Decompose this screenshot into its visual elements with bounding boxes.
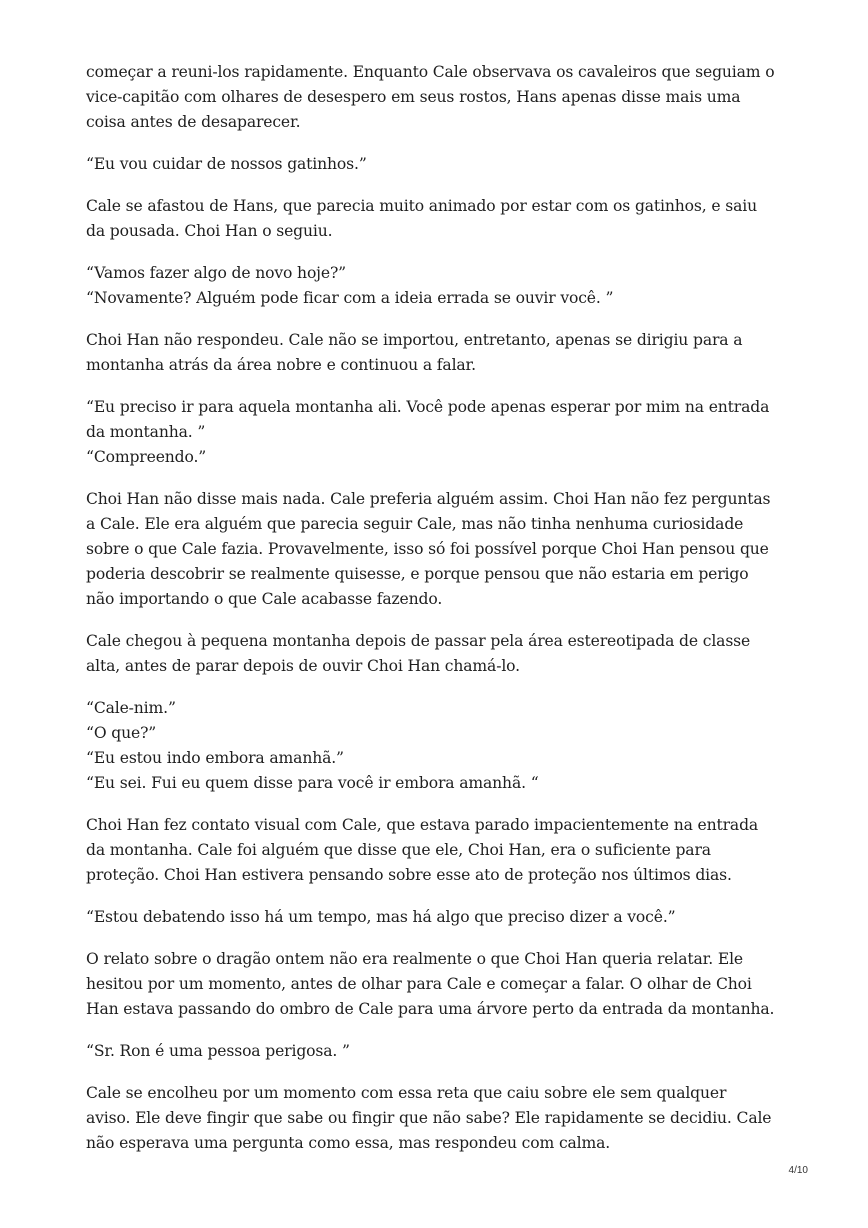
text-line: Cale chegou à pequena montanha depois de passar pela área estereotipada de classe [86, 632, 751, 650]
text-line: proteção. Choi Han estivera pensando sobre esse ato de proteção nos últimos dias. [86, 866, 732, 884]
paragraph [86, 629, 786, 679]
text-line: “Novamente? Alguém pode ficar com a ideia errada se ouvir você. ” [86, 289, 614, 307]
text-line: “Sr. Ron é uma pessoa perigosa. ” [86, 1042, 350, 1060]
paragraph [86, 487, 786, 612]
paragraph [86, 328, 786, 378]
paragraph [86, 395, 786, 470]
paragraph [86, 261, 786, 311]
text-line: aviso. Ele deve fingir que sabe ou fingir que não sabe? Ele rapidamente se decidiu. Cale [86, 1109, 772, 1127]
text-line: “Eu vou cuidar de nossos gatinhos.” [86, 155, 367, 173]
paragraph [86, 905, 786, 930]
text-line: da pousada. Choi Han o seguiu. [86, 222, 333, 240]
text-line: “Eu preciso ir para aquela montanha ali. Você pode apenas esperar por mim na entrada [86, 398, 770, 416]
text-line: “Eu sei. Fui eu quem disse para você ir embora amanhã. “ [86, 774, 539, 792]
paragraph [86, 1039, 786, 1064]
text-line: começar a reuni-los rapidamente. Enquanto Cale observava os cavaleiros que seguiam o [86, 63, 775, 81]
text-line: “O que?” [86, 724, 157, 742]
text-line: sobre o que Cale fazia. Provavelmente, isso só foi possível porque Choi Han pensou que [86, 540, 769, 558]
text-line: vice-capitão com olhares de desespero em seus rostos, Hans apenas disse mais uma [86, 88, 741, 106]
text-line: Choi Han não respondeu. Cale não se importou, entretanto, apenas se dirigiu para a [86, 331, 743, 349]
text-line: “Cale-nim.” [86, 699, 176, 717]
paragraph [86, 60, 786, 135]
text-line: “Compreendo.” [86, 448, 207, 466]
text-line: não esperava uma pergunta como essa, mas respondeu com calma. [86, 1134, 611, 1152]
paragraph [86, 194, 786, 244]
text-line: Han estava passando do ombro de Cale para uma árvore perto da entrada da montanha. [86, 1000, 775, 1018]
paragraph [86, 696, 786, 796]
text-line: alta, antes de parar depois de ouvir Choi Han chamá-lo. [86, 657, 520, 675]
text-line: “Estou debatendo isso há um tempo, mas há algo que preciso dizer a você.” [86, 908, 676, 926]
text-line: Choi Han não disse mais nada. Cale preferia alguém assim. Choi Han não fez perguntas [86, 490, 771, 508]
text-line: “Eu estou indo embora amanhã.” [86, 749, 344, 767]
text-line: coisa antes de desaparecer. [86, 113, 301, 131]
text-line: Cale se encolheu por um momento com essa reta que caiu sobre ele sem qualquer [86, 1084, 727, 1102]
text-line: poderia descobrir se realmente quisesse, e porque pensou que não estaria em perigo [86, 565, 749, 583]
text-line: O relato sobre o dragão ontem não era realmente o que Choi Han queria relatar. Ele [86, 950, 743, 968]
paragraph [86, 813, 786, 888]
text-line: montanha atrás da área nobre e continuou a falar. [86, 356, 476, 374]
text-line: da montanha. Cale foi alguém que disse que ele, Choi Han, era o suficiente para [86, 841, 711, 859]
paragraph [86, 947, 786, 1022]
text-line: Choi Han fez contato visual com Cale, que estava parado impacientemente na entrada [86, 816, 759, 834]
text-line: “Vamos fazer algo de novo hoje?” [86, 264, 346, 282]
text-line: não importando o que Cale acabasse fazendo. [86, 590, 443, 608]
paragraph [86, 1081, 786, 1156]
paragraph [86, 152, 786, 177]
text-line: hesitou por um momento, antes de olhar para Cale e começar a falar. O olhar de Choi [86, 975, 752, 993]
text-line: a Cale. Ele era alguém que parecia seguir Cale, mas não tinha nenhuma curiosidade [86, 515, 744, 533]
document-page [86, 60, 786, 1173]
text-line: Cale se afastou de Hans, que parecia muito animado por estar com os gatinhos, e saiu [86, 197, 757, 215]
text-line: da montanha. ” [86, 423, 206, 441]
page-number: 4/10 [788, 1165, 808, 1176]
